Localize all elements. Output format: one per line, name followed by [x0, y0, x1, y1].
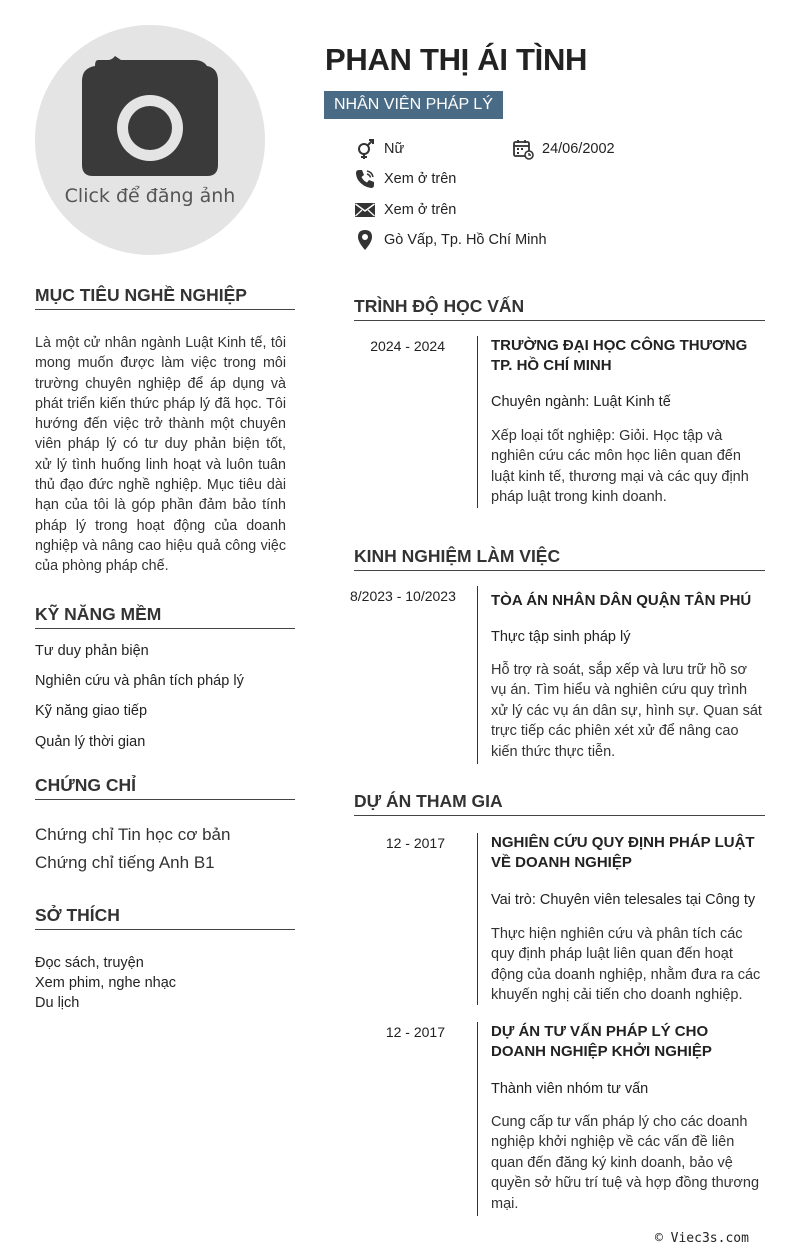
skill-item: Quản lý thời gian [35, 734, 146, 750]
education-school: TRƯỜNG ĐẠI HỌC CÔNG THƯƠNG TP. HỒ CHÍ MINH [491, 337, 748, 374]
hobby-item: Xem phim, nghe nhạc [35, 975, 177, 991]
project-date: 12 - 2017 [385, 835, 445, 851]
gender-icon [354, 138, 376, 160]
candidate-name: PHAN THỊ ÁI TÌNH [325, 42, 588, 77]
hobby-item: Du lịch [35, 995, 80, 1011]
info-address [354, 229, 547, 251]
project-name: NGHIÊN CỨU QUY ĐỊNH PHÁP LUẬT VỀ DOANH NGHIỆP [491, 834, 755, 871]
hobby-item: Đọc sách, truyện [35, 955, 144, 971]
camera-icon [35, 25, 265, 255]
skill-item: Tư duy phản biện [35, 643, 149, 659]
hobbies-title: SỞ THÍCH [35, 905, 295, 930]
position-badge: NHÂN VIÊN PHÁP LÝ [324, 91, 503, 119]
address-value: Gò Vấp, Tp. Hồ Chí Minh [384, 232, 547, 248]
email-icon [354, 199, 376, 221]
experience-date: 8/2023 - 10/2023 [350, 588, 456, 604]
education-description: Xếp loại tốt nghiệp: Giỏi. Học tập và nghiên cứu các môn học liên quan đến luật kinh tế, thương mại và các quy định pháp luật trong kinh doanh. [491, 428, 749, 506]
calendar-icon [512, 138, 534, 160]
experience-role: Thực tập sinh pháp lý [491, 629, 631, 645]
project-date: 12 - 2017 [385, 1024, 445, 1040]
location-pin-icon [354, 229, 376, 251]
experience-company: TÒA ÁN NHÂN DÂN QUẬN TÂN PHÚ [491, 592, 752, 609]
gender-value: Nữ [384, 141, 405, 157]
certificates-title: CHỨNG CHỈ [35, 775, 295, 800]
timeline-line [477, 586, 478, 764]
soft-skills-title: KỸ NĂNG MỀM [35, 604, 295, 629]
phone-icon [354, 168, 376, 190]
copyright: © Viec3s.com [655, 1231, 749, 1246]
skill-item: Nghiên cứu và phân tích pháp lý [35, 673, 244, 689]
project-description: Cung cấp tư vấn pháp lý cho các doanh nghiệp khởi nghiệp về các vấn đề liên quan đến đăng ký kinh doanh, bảo vệ quyền sở hữu trí tuệ và hợp đồng thương mại. [491, 1114, 760, 1212]
info-phone [354, 168, 456, 190]
phone-value: Xem ở trên [384, 171, 457, 187]
email-value: Xem ở trên [384, 202, 457, 218]
certificate-item: Chứng chỉ tiếng Anh B1 [35, 853, 215, 872]
timeline-line [477, 336, 478, 508]
project-name: DỰ ÁN TƯ VẤN PHÁP LÝ CHO DOANH NGHIỆP KHỞI NGHIỆP [491, 1023, 712, 1060]
education-title: TRÌNH ĐỘ HỌC VẤN [354, 296, 765, 321]
education-date: 2024 - 2024 [370, 338, 445, 354]
birthday-value: 24/06/2002 [542, 141, 615, 157]
skill-item: Kỹ năng giao tiếp [35, 703, 148, 719]
project-description: Thực hiện nghiên cứu và phân tích các quy định pháp luật liên quan đến hoạt động của doanh nghiệp, nhằm đưa ra các khuyến nghị cải tiến cho doanh nghiệp. [491, 926, 761, 1004]
project-role: Thành viên nhóm tư vấn [491, 1081, 649, 1097]
info-gender [354, 138, 404, 160]
info-email [354, 199, 456, 221]
avatar-upload[interactable] [35, 25, 265, 255]
experience-description: Hỗ trợ rà soát, sắp xếp và lưu trữ hồ sơ vụ án. Tìm hiểu và nghiên cứu quy trình xử lý các vụ án dân sự, hình sự. Quan sát trực tiếp các phiên xét xử để nâng cao kiến thức thực tiễn. [491, 662, 762, 760]
objective-text: Là một cử nhân ngành Luật Kinh tế, tôi mong muốn được làm việc trong môi trường chuyên nghiệp để áp dụng và phát triển kiến thức pháp lý đã học. Tôi hướng đến việc trở thành một chuyên viên pháp lý có tư duy phản biện tốt, xử lý tình huống linh hoạt và luôn tuân thủ đạo đức nghề nghiệp. Mục tiêu dài hạn của tôi là góp phần đảm bảo tính pháp lý trong hoạt động của doanh nghiệp và nâng cao hiệu quả công việc của phòng pháp chế. [35, 335, 286, 575]
projects-title: DỰ ÁN THAM GIA [354, 791, 765, 816]
timeline-line [477, 1022, 478, 1216]
project-role: Vai trò: Chuyên viên telesales tại Công ty [491, 892, 756, 908]
certificate-item: Chứng chỉ Tin học cơ bản [35, 825, 231, 844]
objective-title: MỤC TIÊU NGHỀ NGHIỆP [35, 285, 295, 310]
timeline-line [477, 833, 478, 1005]
photo-caption: Click để đăng ảnh [64, 185, 236, 207]
experience-title: KINH NGHIỆM LÀM VIỆC [354, 546, 765, 571]
education-major: Chuyên ngành: Luật Kinh tế [491, 394, 671, 410]
info-birthday [512, 138, 615, 160]
